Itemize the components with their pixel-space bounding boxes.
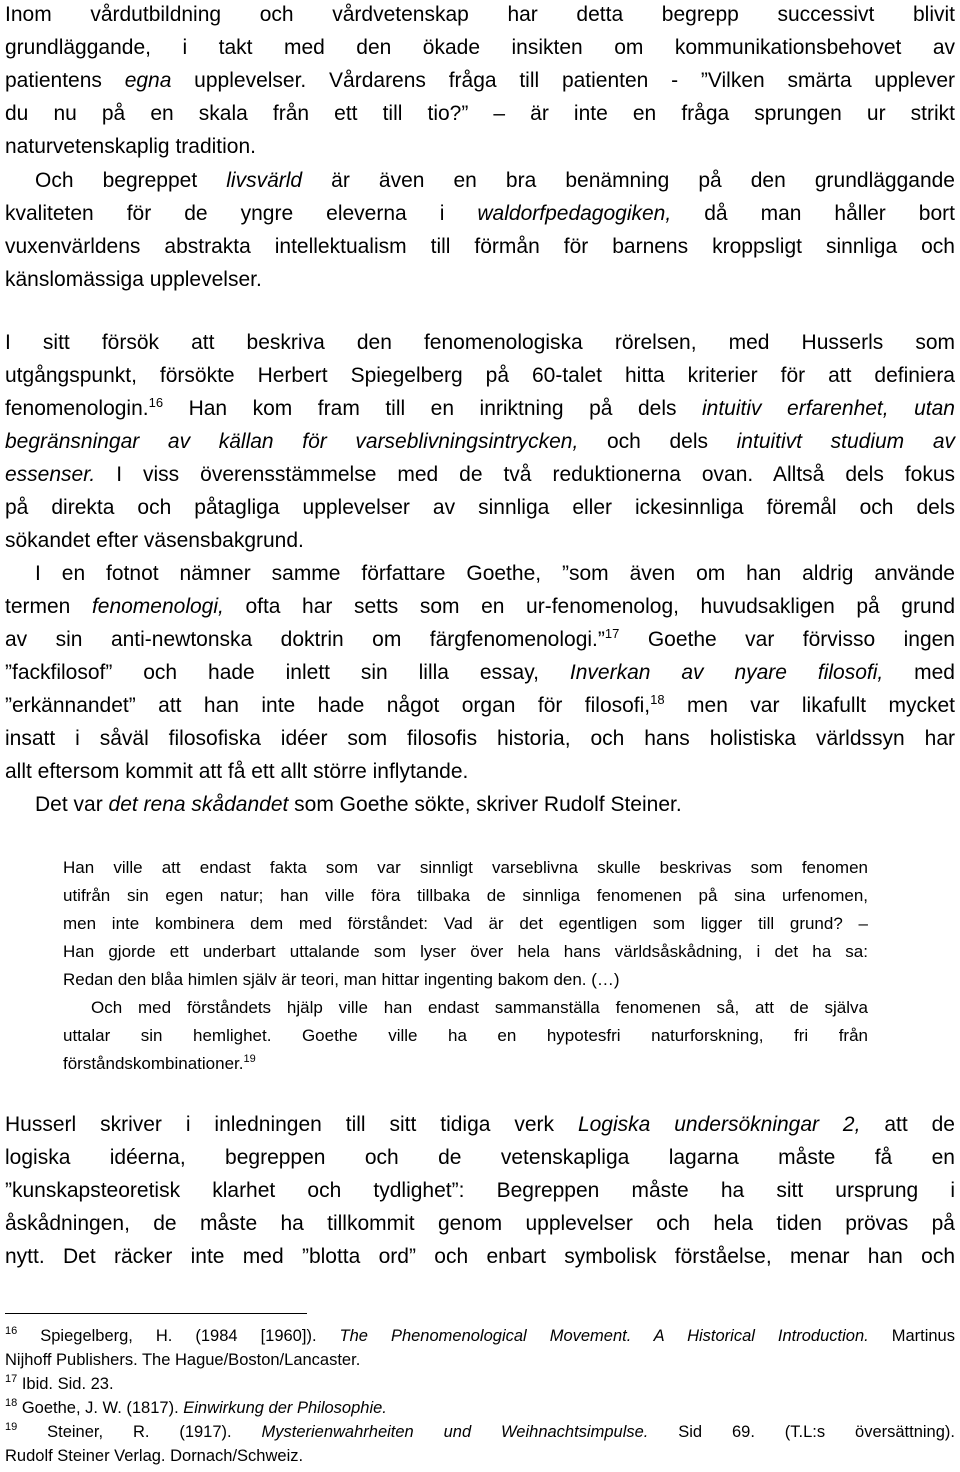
text-line [5,197,955,230]
text-run: ”erkännandet” att han inte hade något organ för filosofi, [5,694,651,717]
italic-term: livsvärld [226,169,303,192]
text-line: sökandet efter väsensbakgrund. [5,529,304,552]
text-run: I viss överensstämmelse med de två reduktionerna ovan. Alltså dels fokus [95,463,955,486]
text-line [5,656,955,689]
paragraph-3 [5,326,955,557]
text-line [5,689,955,722]
text-line: I en fotnot nämner samme författare Goethe, ”som även om han aldrig använde [35,562,955,585]
text-run: Martinus [868,1327,955,1345]
quote-line: uttalar sin hemlighet. Goethe ville ha en hypotesfri naturforskning, fri från [63,1026,868,1045]
italic-term: intuitiv erfarenhet, utan [702,397,955,420]
footnote-ref[interactable]: 19 [243,1053,256,1065]
italic-title: Mysterienwahrheiten und Weihnachtsimpulse. [261,1423,649,1441]
text-run: patientens [5,69,125,92]
text-line: på direkta och påtagliga upplevelser av sinnliga eller ickesinnliga föremål och dels [5,496,955,519]
text-line [5,164,955,197]
text-run: Goethe, J. W. (1817). [17,1399,184,1417]
text-run: Husserl skriver i inledningen till sitt tidiga verk [5,1113,578,1136]
text-run: med [883,661,955,684]
text-run: Steiner, R. (1917). [17,1423,262,1441]
text-line [5,425,955,458]
footnote-18 [5,1396,955,1420]
block-quote [63,854,868,1078]
text-line: Inom vårdutbildning och vårdvetenskap har detta begrepp successivt blivit [5,3,955,26]
footnote-number: 16 [5,1325,18,1337]
quote-line [63,1050,868,1078]
italic-term: intuitivt studium av [736,430,955,453]
text-run: ”fackfilosof” och hade inlett sin lilla essay, [5,661,570,684]
paragraph-4 [5,557,955,821]
text-run: termen [5,595,92,618]
italic-term: fenomenologi, [91,595,224,618]
text-run: är även en bra benämning på den grundläggande [302,169,955,192]
footnote-number: 17 [5,1373,18,1385]
text-run: och dels [578,430,737,453]
italic-term: egna [124,69,172,92]
text-run: Det var [35,793,109,816]
footnote-16-cont: Nijhoff Publishers. The Hague/Boston/Lancaster. [5,1351,361,1369]
text-line: vuxenvärldens abstrakta intellektualism till förmån för barnens kroppsligt sinnliga och [5,235,955,258]
text-line: naturvetenskaplig tradition. [5,135,256,158]
text-line: grundläggande, i takt med den ökade insikten om kommunikationsbehovet av [5,36,955,59]
paragraph-5 [5,1108,955,1273]
text-line: allt eftersom kommit att få ett allt större inflytande. [5,760,469,783]
footnote-number: 19 [5,1421,18,1433]
text-line: ”kunskapsteoretisk klarhet och tydlighet”: Begreppen måste ha sitt ursprung i [5,1179,955,1202]
text-run: fenomenologin. [5,397,149,420]
quote-line: Han ville att endast fakta som var sinnligt varseblivna skulle beskrivas som fenomen [63,858,868,877]
quote-line: Han gjorde ett underbart uttalande som lyser över hela hans världsåskådning, i det ha sa: [63,942,868,961]
text-run: men var likafullt mycket [664,694,956,717]
text-run: upplevelser. Vårdarens fråga till patienten - ”Vilken smärta upplever [171,69,955,92]
quote-line: utifrån sin egen natur; han ville föra tillbaka de sinnliga fenomenen på sina urfenomen, [63,886,868,905]
text-run: Goethe var förvisso ingen [619,628,955,651]
text-line [5,392,955,425]
footnote-ref[interactable]: 17 [604,626,620,641]
text-line: logiska idéerna, begreppen och de vetenskapliga lagarna måste få en [5,1146,955,1169]
quote-line: Och med förståndets hjälp ville han endast sammanställa fenomenen så, att de själva [91,998,868,1017]
italic-term: Logiska undersökningar 2, [577,1113,861,1136]
text-run: Sid 69. (T.L:s översättning). [648,1423,955,1441]
text-line: utgångspunkt, försökte Herbert Spiegelberg på 60-talet hitta kriterier för att definiera [5,364,955,387]
text-run: som Goethe sökte, skriver Rudolf Steiner. [288,793,682,816]
text-line [5,64,955,97]
footnote-19 [5,1420,955,1444]
footnote-17 [5,1372,955,1396]
quote-line: men inte kombinera dem med förståndet: Vad är det egentligen som ligger till grund? – [63,914,868,933]
paragraph-1 [5,0,955,163]
footnotes [5,1324,955,1468]
text-run: kvaliteten för de yngre eleverna i [5,202,478,225]
text-run: att de [860,1113,955,1136]
text-line [5,788,955,821]
text-run: ofta har setts som en ur-fenomenolog, huvudsakligen på grund [223,595,955,618]
text-line [5,1108,955,1141]
italic-title: Einwirkung der Philosophie. [183,1399,387,1417]
text-line: du nu på en skala från ett till tio?” – är inte en fråga sprungen ur strikt [5,102,955,125]
italic-term: Inverkan av nyare filosofi, [569,661,884,684]
footnote-16 [5,1324,955,1348]
text-run: Ibid. Sid. 23. [17,1375,114,1393]
footnote-19-cont: Rudolf Steiner Verlag. Dornach/Schweiz. [5,1447,304,1465]
text-run: av sin anti-newtonska doktrin om färgfenomenologi.” [5,628,605,651]
text-line: nytt. Det räcker inte med ”blotta ord” och enbart symbolisk förståelse, menar han och [5,1245,955,1268]
text-run: förståndskombinationer. [63,1054,244,1073]
text-line [5,590,955,623]
text-run: då man håller bort [671,202,955,225]
text-line [5,623,955,656]
italic-term: begränsningar av källan för varseblivningsintrycken, [5,430,579,453]
text-line [5,458,955,491]
text-line: insatt i såväl filosofiska idéer som filosofis historia, och hans holistiska världssyn har [5,727,955,750]
text-line: I sitt försök att beskriva den fenomenologiska rörelsen, med Husserls som [5,331,955,354]
quote-line: Redan den blåa himlen själv är teori, man hittar ingenting bakom den. (…) [63,970,620,989]
footnote-ref[interactable]: 16 [148,395,164,410]
italic-term: waldorfpedagogiken, [477,202,672,225]
footnote-separator [5,1313,307,1314]
italic-term: essenser. [5,463,96,486]
text-line: känslomässiga upplevelser. [5,268,262,291]
italic-title: The Phenomenological Movement. A Historical Introduction. [339,1327,869,1345]
footnote-ref[interactable]: 18 [650,692,665,707]
footnote-number: 18 [5,1397,18,1409]
text-run: Han kom fram till en inriktning på dels [163,397,702,420]
text-run: Spiegelberg, H. (1984 [1960]). [17,1327,340,1345]
text-line: åskådningen, de måste ha tillkommit genom upplevelser och hela tiden prövas på [5,1212,955,1235]
text-run: Och begreppet [35,169,227,192]
italic-term: det rena skådandet [108,793,289,816]
paragraph-2 [5,164,955,296]
